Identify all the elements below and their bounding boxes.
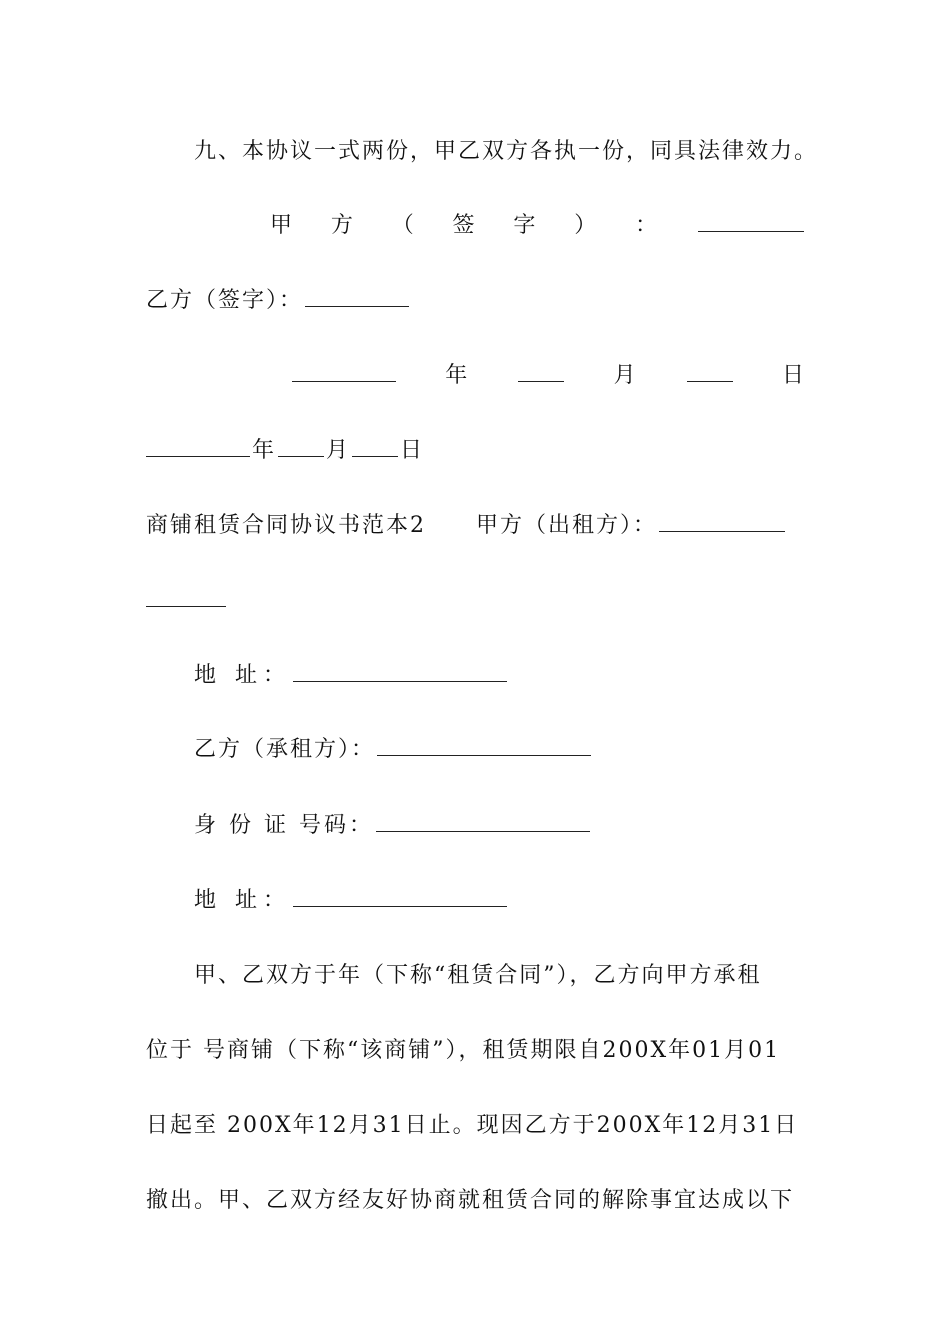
paragraph-text: 甲、乙双方于年（下称“租赁合同”），乙方向甲方承租 [194, 963, 762, 988]
sig-char: ： [635, 213, 660, 238]
sig-char: 签 [452, 213, 477, 238]
address-b-line [194, 886, 806, 916]
party-b-blank [377, 735, 591, 756]
party-a-signature-line [270, 211, 806, 241]
contract-title: 商铺租赁合同协议书范本2 [146, 513, 426, 538]
date-line-b [146, 436, 806, 466]
year-label: 年 [445, 363, 470, 388]
year-label: 年 [252, 438, 277, 463]
party-a-blank [659, 511, 785, 532]
signature-blank [305, 286, 409, 307]
paragraph-text: 位于 号商铺（下称“该商铺”），租赁期限自200X年01月01 [146, 1038, 781, 1063]
month-label: 月 [326, 438, 351, 463]
party-a-blank-continuation [146, 586, 806, 616]
paragraph-line [146, 1186, 806, 1216]
date-line-a [290, 361, 806, 391]
sig-char: 方 [330, 213, 355, 238]
month-label: 月 [613, 363, 638, 388]
party-a-blank-cont [146, 586, 226, 607]
party-b-label: 乙方（承租方）： [194, 737, 376, 762]
sig-char: ） [574, 213, 599, 238]
paragraph-text: 日起至 200X年12月31日止。现因乙方于200X年12月31日 [146, 1113, 799, 1138]
address-a-label: 地 址： [194, 663, 291, 688]
clause-9-text: 九、本协议一式两份，甲乙双方各执一份，同具法律效力。 [194, 139, 819, 164]
party-b-signature-line [146, 286, 806, 316]
address-b-label: 地 址： [194, 888, 291, 913]
address-a-blank [293, 661, 507, 682]
day-blank [352, 436, 398, 457]
month-blank [278, 436, 324, 457]
day-label: 日 [781, 363, 806, 388]
address-a-line [194, 661, 806, 691]
contract-2-header-line [146, 511, 806, 541]
id-number-label: 身 份 证 号码： [194, 813, 374, 838]
party-b-sign-label: 乙方（签字）： [146, 288, 304, 313]
id-number-blank [376, 811, 590, 832]
paragraph-line [146, 1111, 806, 1141]
party-b-line [194, 735, 806, 765]
year-blank [292, 361, 396, 382]
address-b-blank [293, 886, 507, 907]
signature-blank [698, 211, 804, 232]
sig-char: 甲 [270, 213, 295, 238]
day-blank [687, 361, 733, 382]
paragraph-line [146, 1036, 806, 1066]
sig-char: 字 [513, 213, 538, 238]
year-blank [146, 436, 250, 457]
paragraph-text: 撤出。甲、乙双方经友好协商就租赁合同的解除事宜达成以下 [146, 1188, 795, 1213]
clause-9 [194, 137, 819, 167]
paragraph-line [194, 961, 806, 991]
sig-char: （ [391, 213, 416, 238]
party-a-label: 甲方（出租方）： [476, 513, 658, 538]
month-blank [518, 361, 564, 382]
day-label: 日 [400, 438, 425, 463]
id-number-line [194, 811, 806, 841]
